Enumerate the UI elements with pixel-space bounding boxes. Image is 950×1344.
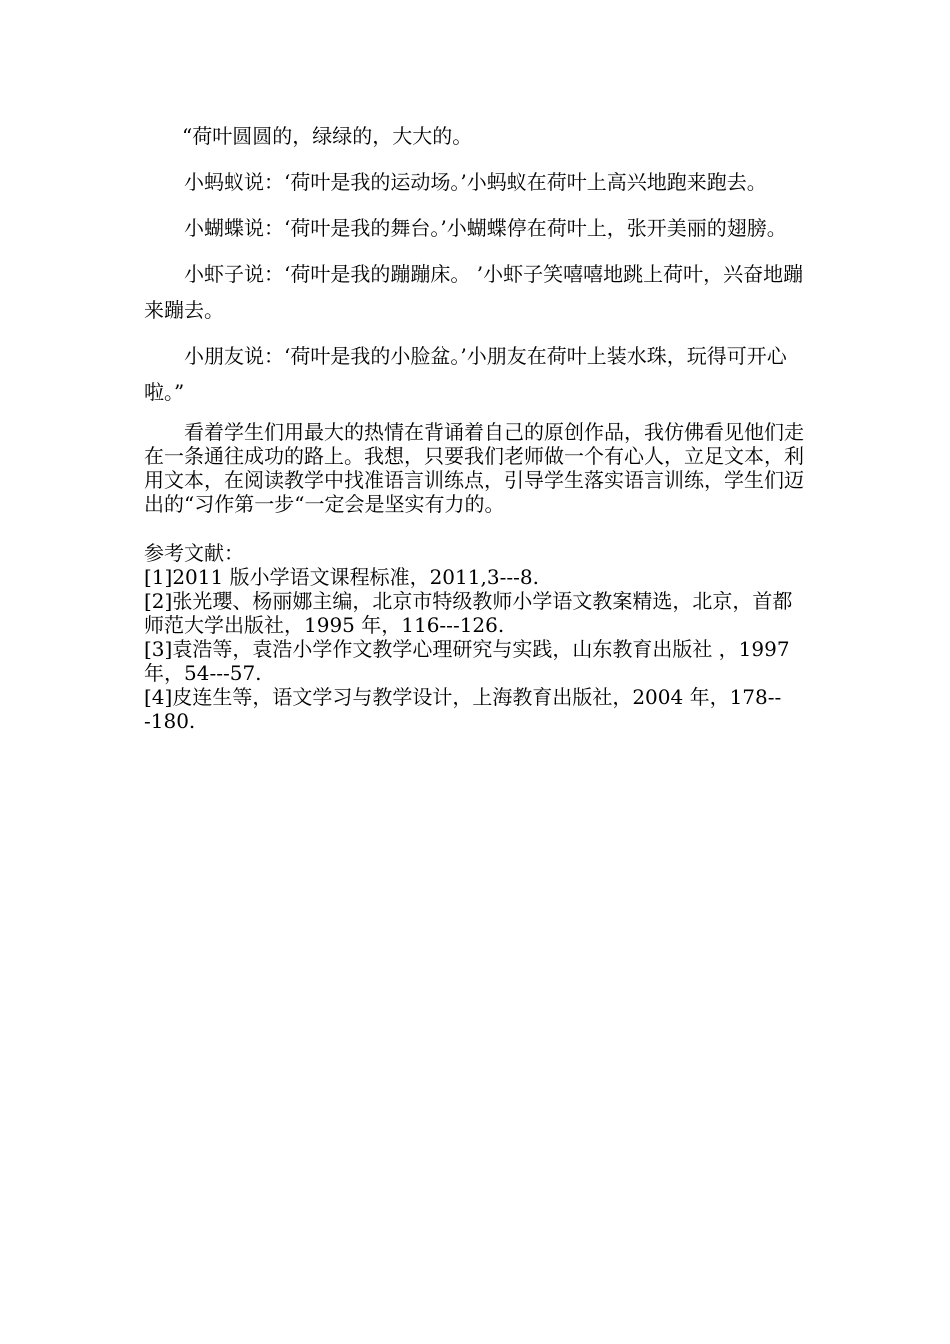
references-heading: 参考文献： [144,541,244,565]
poem-line: “荷叶圆圆的，绿绿的，大大的。 [182,124,473,148]
poem-line: 小虾子说：‘荷叶是我的蹦蹦床。 ’小虾子笑嘻嘻地跳上荷叶，兴奋地蹦来蹦去。 [144,262,804,322]
poem-line: 小朋友说：‘荷叶是我的小脸盆。’小朋友在荷叶上装水珠，玩得可开心啦。” [144,344,787,404]
body-paragraph: 看着学生们用最大的热情在背诵着自己的原创作品，我仿佛看见他们走在一条通往成功的路上。我想，只要我们老师做一个有心人，立足文本，利用文本，在阅读教学中找准语言训练点，引导学生落实语言训练，学生们迈出的“习作第一步“一定会是坚实有力的。 [144,420,804,516]
references-section [144,541,812,733]
reference-item: [1]2011 版小学语文课程标准，2011,3---8. [144,565,539,589]
reference-item: [3]袁浩等，袁浩小学作文教学心理研究与实践，山东教育出版社 ，1997 年，54---57. [144,637,790,685]
poem-block [144,118,812,410]
reference-item: [4]皮连生等，语文学习与教学设计，上海教育出版社，2004 年，178---180. [144,685,782,733]
document-body [144,118,812,733]
reference-item: [2]张光瓔、杨丽娜主编，北京市特级教师小学语文教案精选，北京，首都师范大学出版社，1995 年，116---126. [144,589,793,637]
poem-line: 小蝴蝶说：‘荷叶是我的舞台。’小蝴蝶停在荷叶上，张开美丽的翅膀。 [184,216,787,240]
poem-line: 小蚂蚁说：‘荷叶是我的运动场。’小蚂蚁在荷叶上高兴地跑来跑去。 [184,170,767,194]
